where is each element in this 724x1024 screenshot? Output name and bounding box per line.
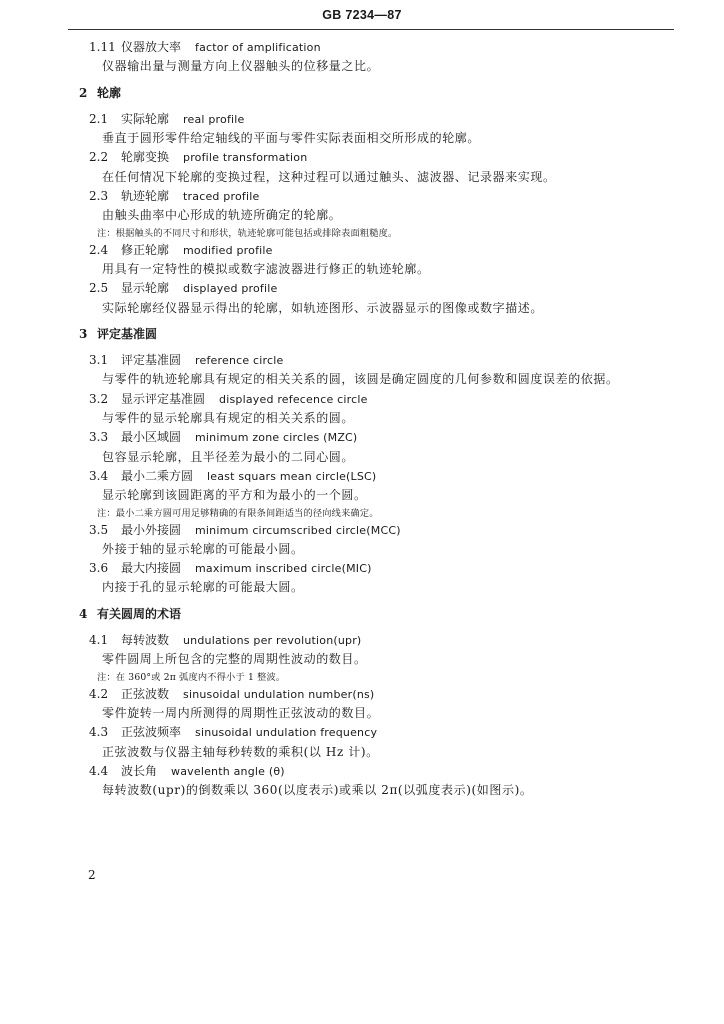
term-chinese: 最大内接圆 [121,561,182,576]
section-number: 3 [79,326,88,341]
term-english: wavelenth angle (θ) [171,764,285,778]
term-chinese: 最小二乘方圆 [121,468,194,483]
term-number: 3.6 [89,561,109,576]
term-definition: 垂直于圆形零件给定轴线的平面与零件实际表面相交所形成的轮廓。 [102,131,481,146]
term-number: 3.2 [89,391,109,406]
term-english: sinusoidal undulation number(ns) [183,687,375,701]
term-note: 注：最小二乘方圆可用足够精确的有限条间距适当的径向线来确定。 [97,507,379,519]
term-number: 3.3 [89,430,109,445]
term-number: 2.3 [89,189,109,204]
term-heading [0,631,724,650]
term-number: 4.3 [89,725,109,740]
section-intro [0,38,724,77]
term-note: 注：在 360°或 2π 弧度内不得小于 1 整波。 [97,671,286,683]
page-number: 2 [88,868,96,882]
section-number: 2 [79,85,88,100]
term-english: sinusoidal undulation frequency [195,726,378,740]
term-definition: 由触头曲率中心形成的轨迹所确定的轮廓。 [102,208,342,223]
term-number: 2.4 [89,242,109,257]
term-english: profile transformation [183,151,308,165]
term-heading [0,38,724,57]
term-definition: 内接于孔的显示轮廓的可能最大圆。 [102,580,304,595]
section-heading [0,84,724,103]
term-heading [0,279,724,298]
term-number: 1.11 [89,40,116,54]
term-definition: 零件圆周上所包含的完整的周期性波动的数目。 [102,652,367,667]
term-english: modified profile [183,243,273,257]
section-number: 4 [79,606,88,621]
term-heading [0,351,724,370]
term-chinese: 实际轮廓 [121,111,170,126]
term-heading [0,428,724,447]
section-heading [0,605,724,624]
term-english: reference circle [195,354,284,368]
term-english: minimum circumscribed circle(MCC) [195,523,401,537]
term-heading [0,148,724,167]
term-chinese: 正弦波数 [121,686,170,701]
term-chinese: 波长角 [121,763,158,778]
term-heading [0,521,724,540]
section-heading [0,325,724,344]
term-number: 4.4 [89,763,109,778]
term-definition: 与零件的显示轮廓具有规定的相关关系的圆。 [102,411,355,426]
term-english: least squars mean circle(LSC) [207,469,377,483]
term-chinese: 显示评定基准圆 [121,391,206,406]
section-title: 有关圆周的术语 [97,606,182,621]
term-number: 2.1 [89,111,109,126]
term-number: 2.2 [89,150,109,165]
term-definition: 每转波数(upr)的倒数乘以 360(以度表示)或乘以 2π(以弧度表示)(如图示)。 [102,783,533,798]
term-definition: 外接于轴的显示轮廓的可能最小圆。 [102,541,304,556]
section-title: 轮廓 [97,85,122,100]
term-chinese: 最小外接圆 [121,522,182,537]
term-definition: 仪器输出量与测量方向上仪器触头的位移量之比。 [102,59,380,74]
term-heading [0,559,724,578]
term-heading [0,241,724,260]
term-definition: 正弦波数与仪器主轴每秒转数的乘积(以 Hz 计)。 [102,744,379,759]
term-chinese: 轮廓变换 [121,150,170,165]
term-heading [0,390,724,409]
term-number: 2.5 [89,281,109,296]
term-number: 3.4 [89,468,109,483]
term-heading [0,685,724,704]
term-number: 3.1 [89,353,109,368]
term-chinese: 每转波数 [121,633,170,648]
term-definition: 用具有一定特性的模拟或数字滤波器进行修正的轨迹轮廓。 [102,261,430,276]
term-english: displayed profile [183,282,278,296]
term-heading [0,723,724,742]
section-4 [0,605,724,801]
section-3 [0,325,724,598]
term-definition: 零件旋转一周内所测得的周期性正弦波动的数目。 [102,705,380,720]
term-chinese: 评定基准圆 [121,353,182,368]
term-chinese: 修正轮廓 [121,242,170,257]
term-english: undulations per revolution(upr) [183,634,362,648]
term-english: displayed refecence circle [219,392,368,406]
document-header: GB 7234—87 [322,8,402,22]
term-english: maximum inscribed circle(MIC) [195,562,372,576]
term-number: 4.1 [89,633,109,648]
section-2 [0,84,724,318]
term-number: 3.5 [89,522,109,537]
term-chinese: 轨迹轮廓 [121,189,170,204]
term-chinese: 正弦波频率 [121,725,182,740]
term-definition: 包容显示轮廓，且半径差为最小的二同心圆。 [102,449,355,464]
term-chinese: 显示轮廓 [121,281,170,296]
document-body [0,38,724,800]
term-english: traced profile [183,190,260,204]
term-heading [0,187,724,206]
header-rule [68,29,674,30]
term-number: 4.2 [89,686,109,701]
term-note: 注：根据触头的不同尺寸和形状，轨迹轮廓可能包括或排除表面粗糙度。 [97,227,398,239]
term-english: factor of amplification [195,41,321,54]
term-heading [0,110,724,129]
term-definition: 与零件的轨迹轮廓具有规定的相关关系的圆，该圆是确定圆度的几何参数和圆度误差的依据。 [102,372,619,387]
term-chinese: 最小区域圆 [121,430,182,445]
term-heading [0,467,724,486]
term-heading [0,762,724,781]
term-english: real profile [183,112,245,126]
term-chinese: 仪器放大率 [121,40,182,54]
section-title: 评定基准圆 [97,326,158,341]
term-english: minimum zone circles (MZC) [195,431,358,445]
term-definition: 在任何情况下轮廓的变换过程，这种过程可以通过触头、滤波器、记录器来实现。 [102,169,556,184]
term-definition: 实际轮廓经仪器显示得出的轮廓，如轨迹图形、示波器显示的图像或数字描述。 [102,300,544,315]
term-definition: 显示轮廓到该圆距离的平方和为最小的一个圆。 [102,488,367,503]
